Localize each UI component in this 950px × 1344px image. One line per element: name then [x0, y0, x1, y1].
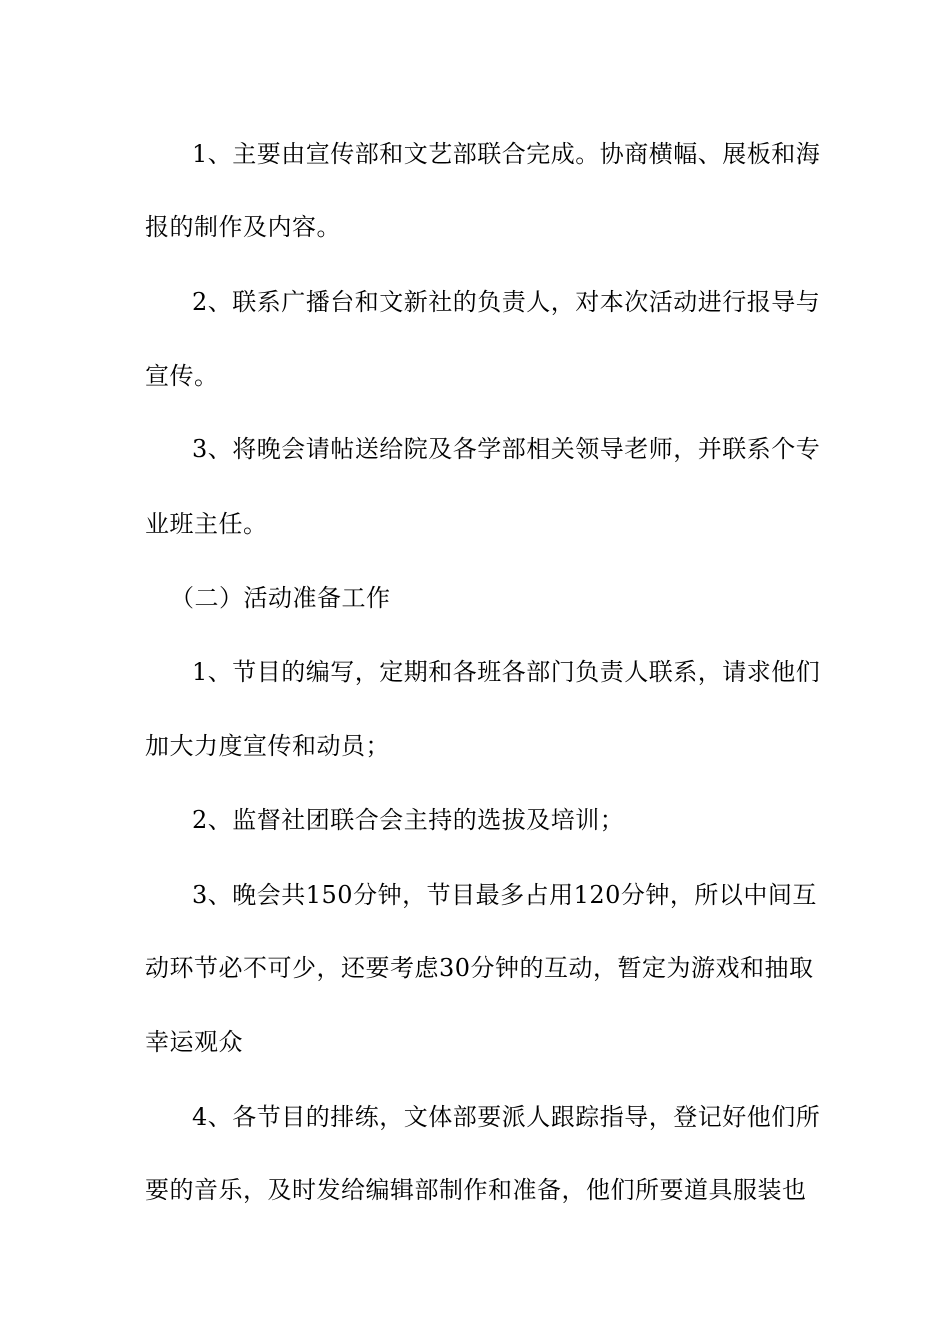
paragraph-line: 要的音乐，及时发给编辑部制作和准备，他们所要道具服装也: [145, 1176, 807, 1204]
paragraph-line: 1、节目的编写，定期和各班各部门负责人联系，请求他们: [192, 658, 821, 686]
paragraph-line: 1、主要由宣传部和文艺部联合完成。协商横幅、展板和海: [192, 140, 821, 168]
paragraph-line: 2、联系广播台和文新社的负责人，对本次活动进行报导与: [192, 288, 821, 316]
paragraph-line: 报的制作及内容。: [145, 213, 341, 241]
paragraph-line: 宣传。: [145, 362, 219, 390]
section-heading: （二）活动准备工作: [170, 584, 391, 612]
paragraph-line: 3、将晚会请帖送给院及各学部相关领导老师，并联系个专: [192, 435, 821, 463]
paragraph-line: 3、晚会共150分钟，节目最多占用120分钟，所以中间互: [192, 881, 817, 909]
paragraph-line: 业班主任。: [145, 510, 268, 538]
paragraph-line: 4、各节目的排练，文体部要派人跟踪指导，登记好他们所: [192, 1103, 821, 1131]
paragraph-line: 动环节必不可少，还要考虑30分钟的互动，暂定为游戏和抽取: [145, 954, 814, 982]
paragraph-line: 2、监督社团联合会主持的选拔及培训；: [192, 806, 625, 834]
paragraph-line: 加大力度宣传和动员；: [145, 732, 390, 760]
paragraph-line: 幸运观众: [145, 1028, 243, 1056]
